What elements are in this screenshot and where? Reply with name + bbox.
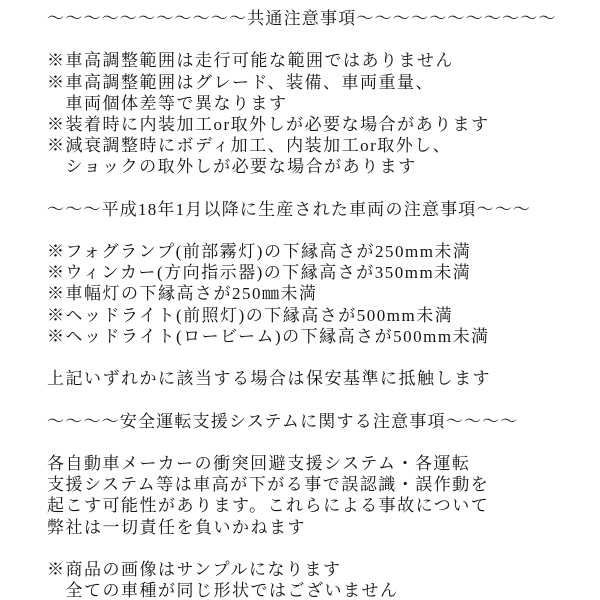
section-header-post-heisei18-header: ～～～平成18年1月以降に生産された車両の注意事項～～～ [47,199,532,219]
note-side-marker-height: ※車幅灯の下縁高さが250㎜未満 [47,284,318,304]
driver-assist-text-3: 起こす可能性があります。これらによる事故について [47,496,490,516]
section-header-driver-assist-header: ～～～～安全運転支援システムに関する注意事項～～～～ [47,411,519,431]
note-ride-height-range: ※車高調整範囲は走行可能な範囲ではありません [47,51,454,71]
section-header-common-notes-header: ～～～～～～～～～～～共通注意事項～～～～～～～～～～～ [47,9,557,28]
blank-4 [47,347,590,368]
blank-6 [47,432,590,453]
note-headlight-height: ※ヘッドライト(前照灯)の下縁高さが500mm未満 [47,305,454,325]
blank-3 [47,220,590,241]
blank-1 [47,29,590,50]
note-sample-image-2: 全ての車種が同じ形状ではございません [47,581,399,600]
driver-assist-text-2: 支援システム等は車高が下がる事で誤認識・誤作動を [47,475,490,495]
notice-document [47,8,590,600]
blank-2 [47,178,590,199]
note-turn-signal-height: ※ウィンカー(方向指示器)の下縁高さが350mm未満 [47,263,472,283]
note-ride-height-varies-2: 車両個体差等で異なります [47,93,288,113]
note-damping-adjustment-2: ショックの取外しが必要な場合があります [47,157,417,177]
driver-assist-text-1: 各自動車メーカーの衝突回避支援システム・各運転 [47,453,471,473]
driver-assist-text-4: 弊社は一切責任を負いかねます [47,517,306,537]
note-ride-height-varies-1: ※車高調整範囲はグレード、装備、車両重量、 [47,72,434,92]
note-headlight-lowbeam-height: ※ヘッドライト(ロービーム)の下縁高さが500mm未満 [47,326,490,346]
note-damping-adjustment-1: ※減衰調整時にボディ加工、内装加工or取外し、 [47,136,452,156]
note-sample-image-1: ※商品の画像はサンプルになります [47,559,342,579]
note-interior-modification: ※装着時に内装加工or取外しが必要な場合があります [47,114,490,134]
blank-5 [47,389,590,410]
blank-7 [47,538,590,559]
note-safety-standard: 上記いずれかに該当する場合は保安基準に抵触します [47,369,491,389]
note-foglamp-height: ※フォグランプ(前部霧灯)の下縁高さが250mm未満 [47,242,472,262]
